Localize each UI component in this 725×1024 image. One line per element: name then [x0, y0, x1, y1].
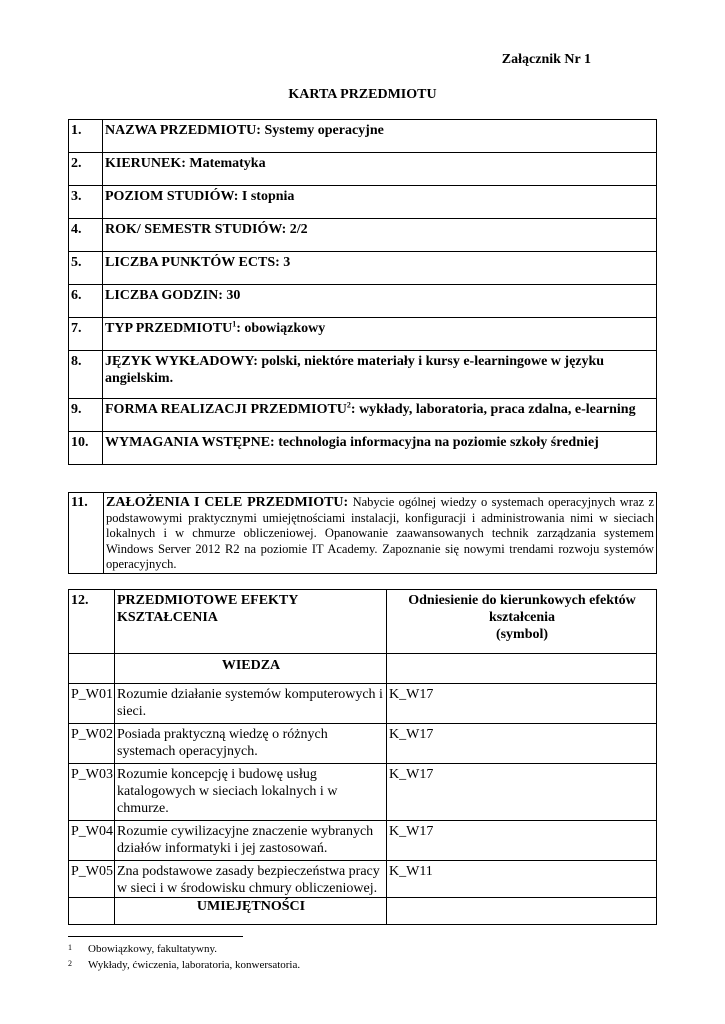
outcome-reference: K_W17: [387, 821, 657, 861]
table-row: [69, 861, 657, 898]
table-row: [69, 351, 657, 399]
column-header-outcome: PRZEDMIOTOWE EFEKTY KSZTAŁCENIA: [115, 590, 387, 654]
row-number: 5.: [69, 252, 103, 285]
footnote-ref: 2: [346, 400, 351, 410]
empty-cell: [387, 898, 657, 925]
outcome-reference: K_W17: [387, 684, 657, 724]
table-row: [69, 493, 657, 574]
column-header-reference: [387, 590, 657, 654]
outcome-description: Posiada praktyczną wiedzę o różnych systemach operacyjnych.: [115, 724, 387, 764]
section-row: [69, 898, 657, 925]
row-number: 2.: [69, 153, 103, 186]
row-number: 4.: [69, 219, 103, 252]
prerequisites: WYMAGANIA WSTĘPNE: technologia informacyjna na poziomie szkoły średniej: [103, 432, 657, 465]
table-row: [69, 399, 657, 432]
footnote-mark: 1: [68, 943, 72, 952]
outcome-reference: K_W11: [387, 861, 657, 898]
footnote-separator: [68, 936, 243, 937]
field-of-study: KIERUNEK: Matematyka: [103, 153, 657, 186]
outcome-reference: K_W17: [387, 724, 657, 764]
table-row: [69, 821, 657, 861]
course-name: NAZWA PRZEDMIOTU: Systemy operacyjne: [103, 120, 657, 153]
row-number: 11.: [69, 493, 104, 574]
course-type: [103, 318, 657, 351]
row-number: 9.: [69, 399, 103, 432]
column-header-reference-line: (symbol): [495, 627, 549, 642]
language: JĘZYK WYKŁADOWY: polski, niektóre materiały i kursy e-learningowe w języku angielskim.: [103, 351, 657, 399]
course-type-value: : obowiązkowy: [236, 321, 326, 336]
learning-outcomes-table: [68, 589, 657, 925]
footnote: [68, 943, 217, 955]
outcome-reference: K_W17: [387, 764, 657, 821]
footnote: [68, 959, 300, 971]
column-header-reference-line: kształcenia: [488, 610, 556, 625]
table-row: [69, 219, 657, 252]
outcome-description: Rozumie działanie systemów komputerowych i sieci.: [115, 684, 387, 724]
outcome-description: Zna podstawowe zasady bezpieczeństwa pracy w sieci i w środowisku chmury obliczeniowej.: [115, 861, 387, 898]
footnote-mark: 2: [68, 959, 72, 968]
ects-points: LICZBA PUNKTÓW ECTS: 3: [103, 252, 657, 285]
table-row: [69, 120, 657, 153]
delivery-form-value: : wykłady, laboratoria, praca zdalna, e-learning: [350, 402, 636, 417]
outcome-code: P_W05: [69, 861, 115, 898]
table-row: [69, 153, 657, 186]
empty-cell: [387, 654, 657, 684]
table-row: [69, 186, 657, 219]
outcome-code: P_W04: [69, 821, 115, 861]
empty-cell: [69, 654, 115, 684]
course-type-label: TYP PRZEDMIOTU: [105, 321, 233, 336]
table-row: [69, 318, 657, 351]
row-number: 10.: [69, 432, 103, 465]
outcome-description: Rozumie koncepcję i budowę usług katalogowych w sieciach lokalnych i w chmurze.: [115, 764, 387, 821]
table-row: [69, 684, 657, 724]
year-semester: ROK/ SEMESTR STUDIÓW: 2/2: [103, 219, 657, 252]
row-number: 6.: [69, 285, 103, 318]
table-row: [69, 764, 657, 821]
outcome-code: P_W03: [69, 764, 115, 821]
outcome-description: Rozumie cywilizacyjne znaczenie wybranych działów informatyki i jej zastosowań.: [115, 821, 387, 861]
row-number: 7.: [69, 318, 103, 351]
column-header-reference-line: Odniesienie do kierunkowych efektów: [408, 593, 636, 608]
row-number: 12.: [69, 590, 115, 654]
table-row: [69, 724, 657, 764]
hours-count: LICZBA GODZIN: 30: [103, 285, 657, 318]
goals-heading: ZAŁOŻENIA I CELE PRZEDMIOTU:: [106, 495, 349, 510]
section-skills: UMIEJĘTNOŚCI: [115, 898, 387, 925]
study-level: POZIOM STUDIÓW: I stopnia: [103, 186, 657, 219]
goals-table: [68, 492, 657, 574]
goals-description: Nabycie ogólnej wiedzy o systemach operacyjnych wraz z podstawowymi praktycznymi umiejętnościami instalacji, konfiguracji i administrowania nimi w sieciach lokalnych i w chmurze obliczeniowej. Opanowanie zaawansowanych technik zarządzania systemem Windows Server 2012 R2 na poziomie IT Academy. Zapoznanie się nowymi trendami rozwoju systemów operacyjnych.: [106, 495, 655, 571]
row-number: 3.: [69, 186, 103, 219]
table-row: [69, 432, 657, 465]
footnote-text: Wykłady, ćwiczenia, laboratoria, konwersatoria.: [88, 959, 301, 971]
basic-info-table: [68, 119, 657, 465]
table-row: [69, 285, 657, 318]
footnote-text: Obowiązkowy, fakultatywny.: [88, 943, 218, 955]
outcome-code: P_W02: [69, 724, 115, 764]
delivery-form-label: FORMA REALIZACJI PRZEDMIOTU: [105, 402, 347, 417]
section-knowledge: WIEDZA: [115, 654, 387, 684]
footnote-ref: 1: [232, 319, 237, 329]
row-number: 8.: [69, 351, 103, 399]
delivery-form: [103, 399, 657, 432]
section-row: [69, 654, 657, 684]
empty-cell: [69, 898, 115, 925]
row-number: 1.: [69, 120, 103, 153]
table-row: [69, 252, 657, 285]
document-title: KARTA PRZEDMIOTU: [288, 87, 437, 102]
outcome-code: P_W01: [69, 684, 115, 724]
goals-text: [104, 493, 657, 574]
attachment-label: Załącznik Nr 1: [501, 52, 591, 67]
table-header-row: [69, 590, 657, 654]
